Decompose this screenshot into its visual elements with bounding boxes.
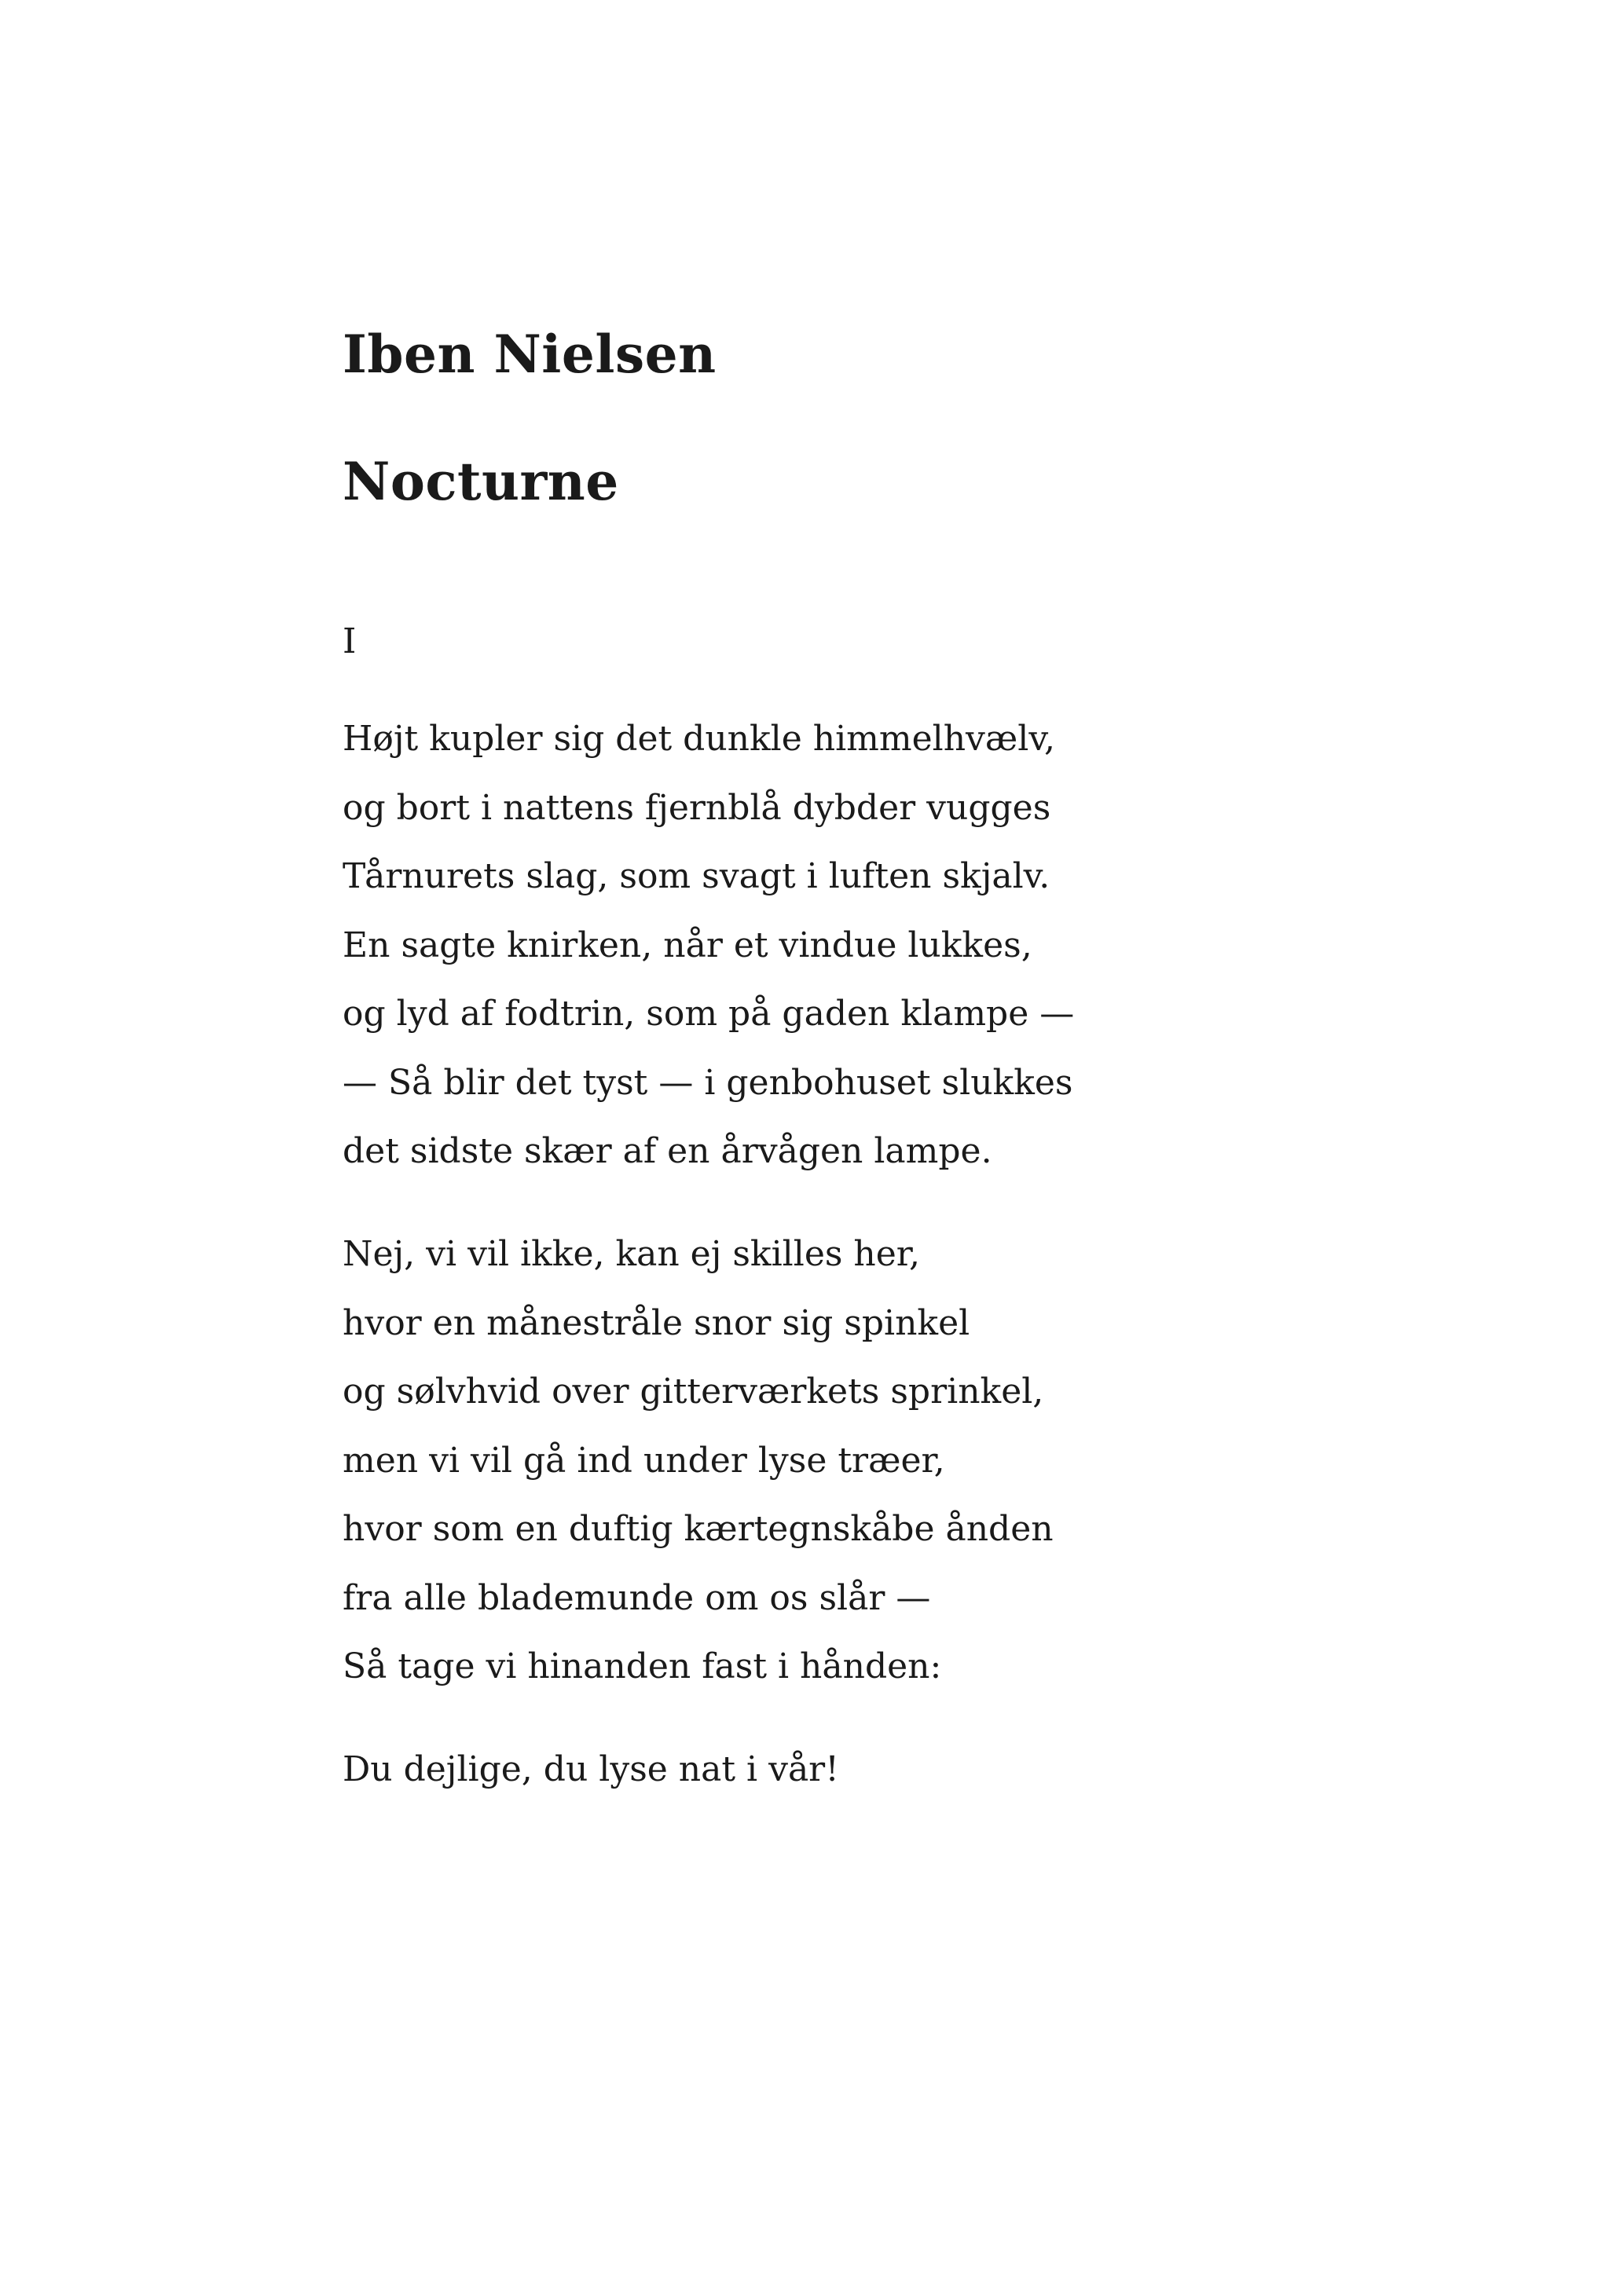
verse-line: — Så blir det tyst — i genbohuset slukkes xyxy=(343,1062,1073,1103)
document-page xyxy=(343,0,1443,2296)
verse-line: Nej, vi vil ikke, kan ej skilles her, xyxy=(343,1234,920,1274)
verse-line: En sagte knirken, når et vindue lukkes, xyxy=(343,925,1032,965)
author-name: Iben Nielsen xyxy=(343,324,717,385)
stanza-3 xyxy=(343,1735,839,1804)
verse-line: hvor en månestråle snor sig spinkel xyxy=(343,1302,970,1343)
verse-line: fra alle blademunde om os slår — xyxy=(343,1577,931,1618)
verse-line: det sidste skær af en årvågen lampe. xyxy=(343,1131,992,1171)
verse-line: hvor som en duftig kærtegnskåbe ånden xyxy=(343,1509,1054,1549)
verse-line: Tårnurets slag, som svagt i luften skjalv. xyxy=(343,856,1050,896)
verse-line: og bort i nattens fjernblå dybder vugges xyxy=(343,787,1051,828)
verse-line: og sølvhvid over gitterværkets sprinkel, xyxy=(343,1371,1044,1412)
verse-line: og lyd af fodtrin, som på gaden klampe — xyxy=(343,994,1075,1034)
verse-line: men vi vil gå ind under lyse træer, xyxy=(343,1440,945,1481)
stanza-1 xyxy=(343,705,1074,1186)
stanza-2 xyxy=(343,1220,1054,1701)
verse-line: Højt kupler sig det dunkle himmelhvælv, xyxy=(343,719,1055,759)
section-number: I xyxy=(343,621,357,661)
verse-line: Du dejlige, du lyse nat i vår! xyxy=(343,1749,839,1789)
poem-title: Nocturne xyxy=(343,451,619,512)
verse-line: Så tage vi hinanden fast i hånden: xyxy=(343,1646,942,1686)
